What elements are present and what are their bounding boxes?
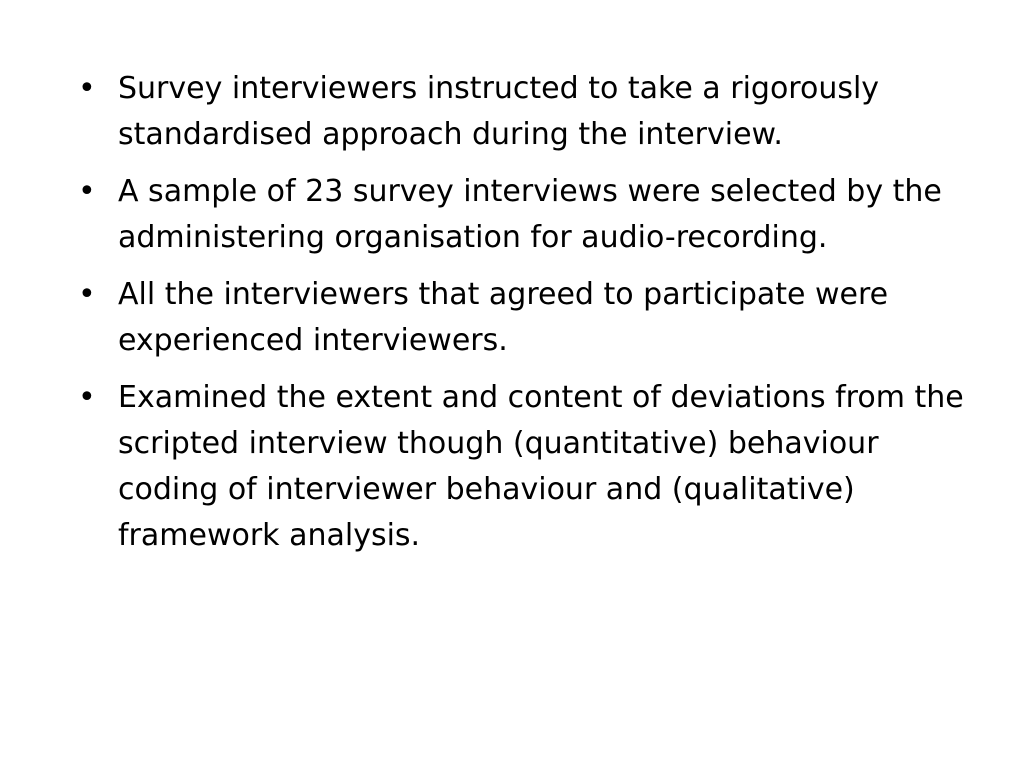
bullet-icon: •: [78, 174, 96, 209]
bullet-item: [78, 272, 978, 364]
bullet-icon: •: [78, 380, 96, 415]
bullet-text: Examined the extent and content of deviations from the scripted interview though (quantitative) behaviour coding of interviewer behaviour and (qualitative) framework analysis.: [118, 380, 964, 553]
bullet-text: A sample of 23 survey interviews were selected by the administering organisation for audio-recording.: [118, 174, 942, 255]
bullet-item: [78, 375, 978, 559]
bullet-item: [78, 66, 978, 158]
bullet-icon: •: [78, 71, 96, 106]
bullet-icon: •: [78, 277, 96, 312]
bullet-text: All the interviewers that agreed to participate were experienced interviewers.: [118, 277, 889, 358]
bullet-list: [78, 66, 978, 570]
bullet-text: Survey interviewers instructed to take a rigorously standardised approach during the interview.: [118, 71, 880, 152]
bullet-item: [78, 169, 978, 261]
